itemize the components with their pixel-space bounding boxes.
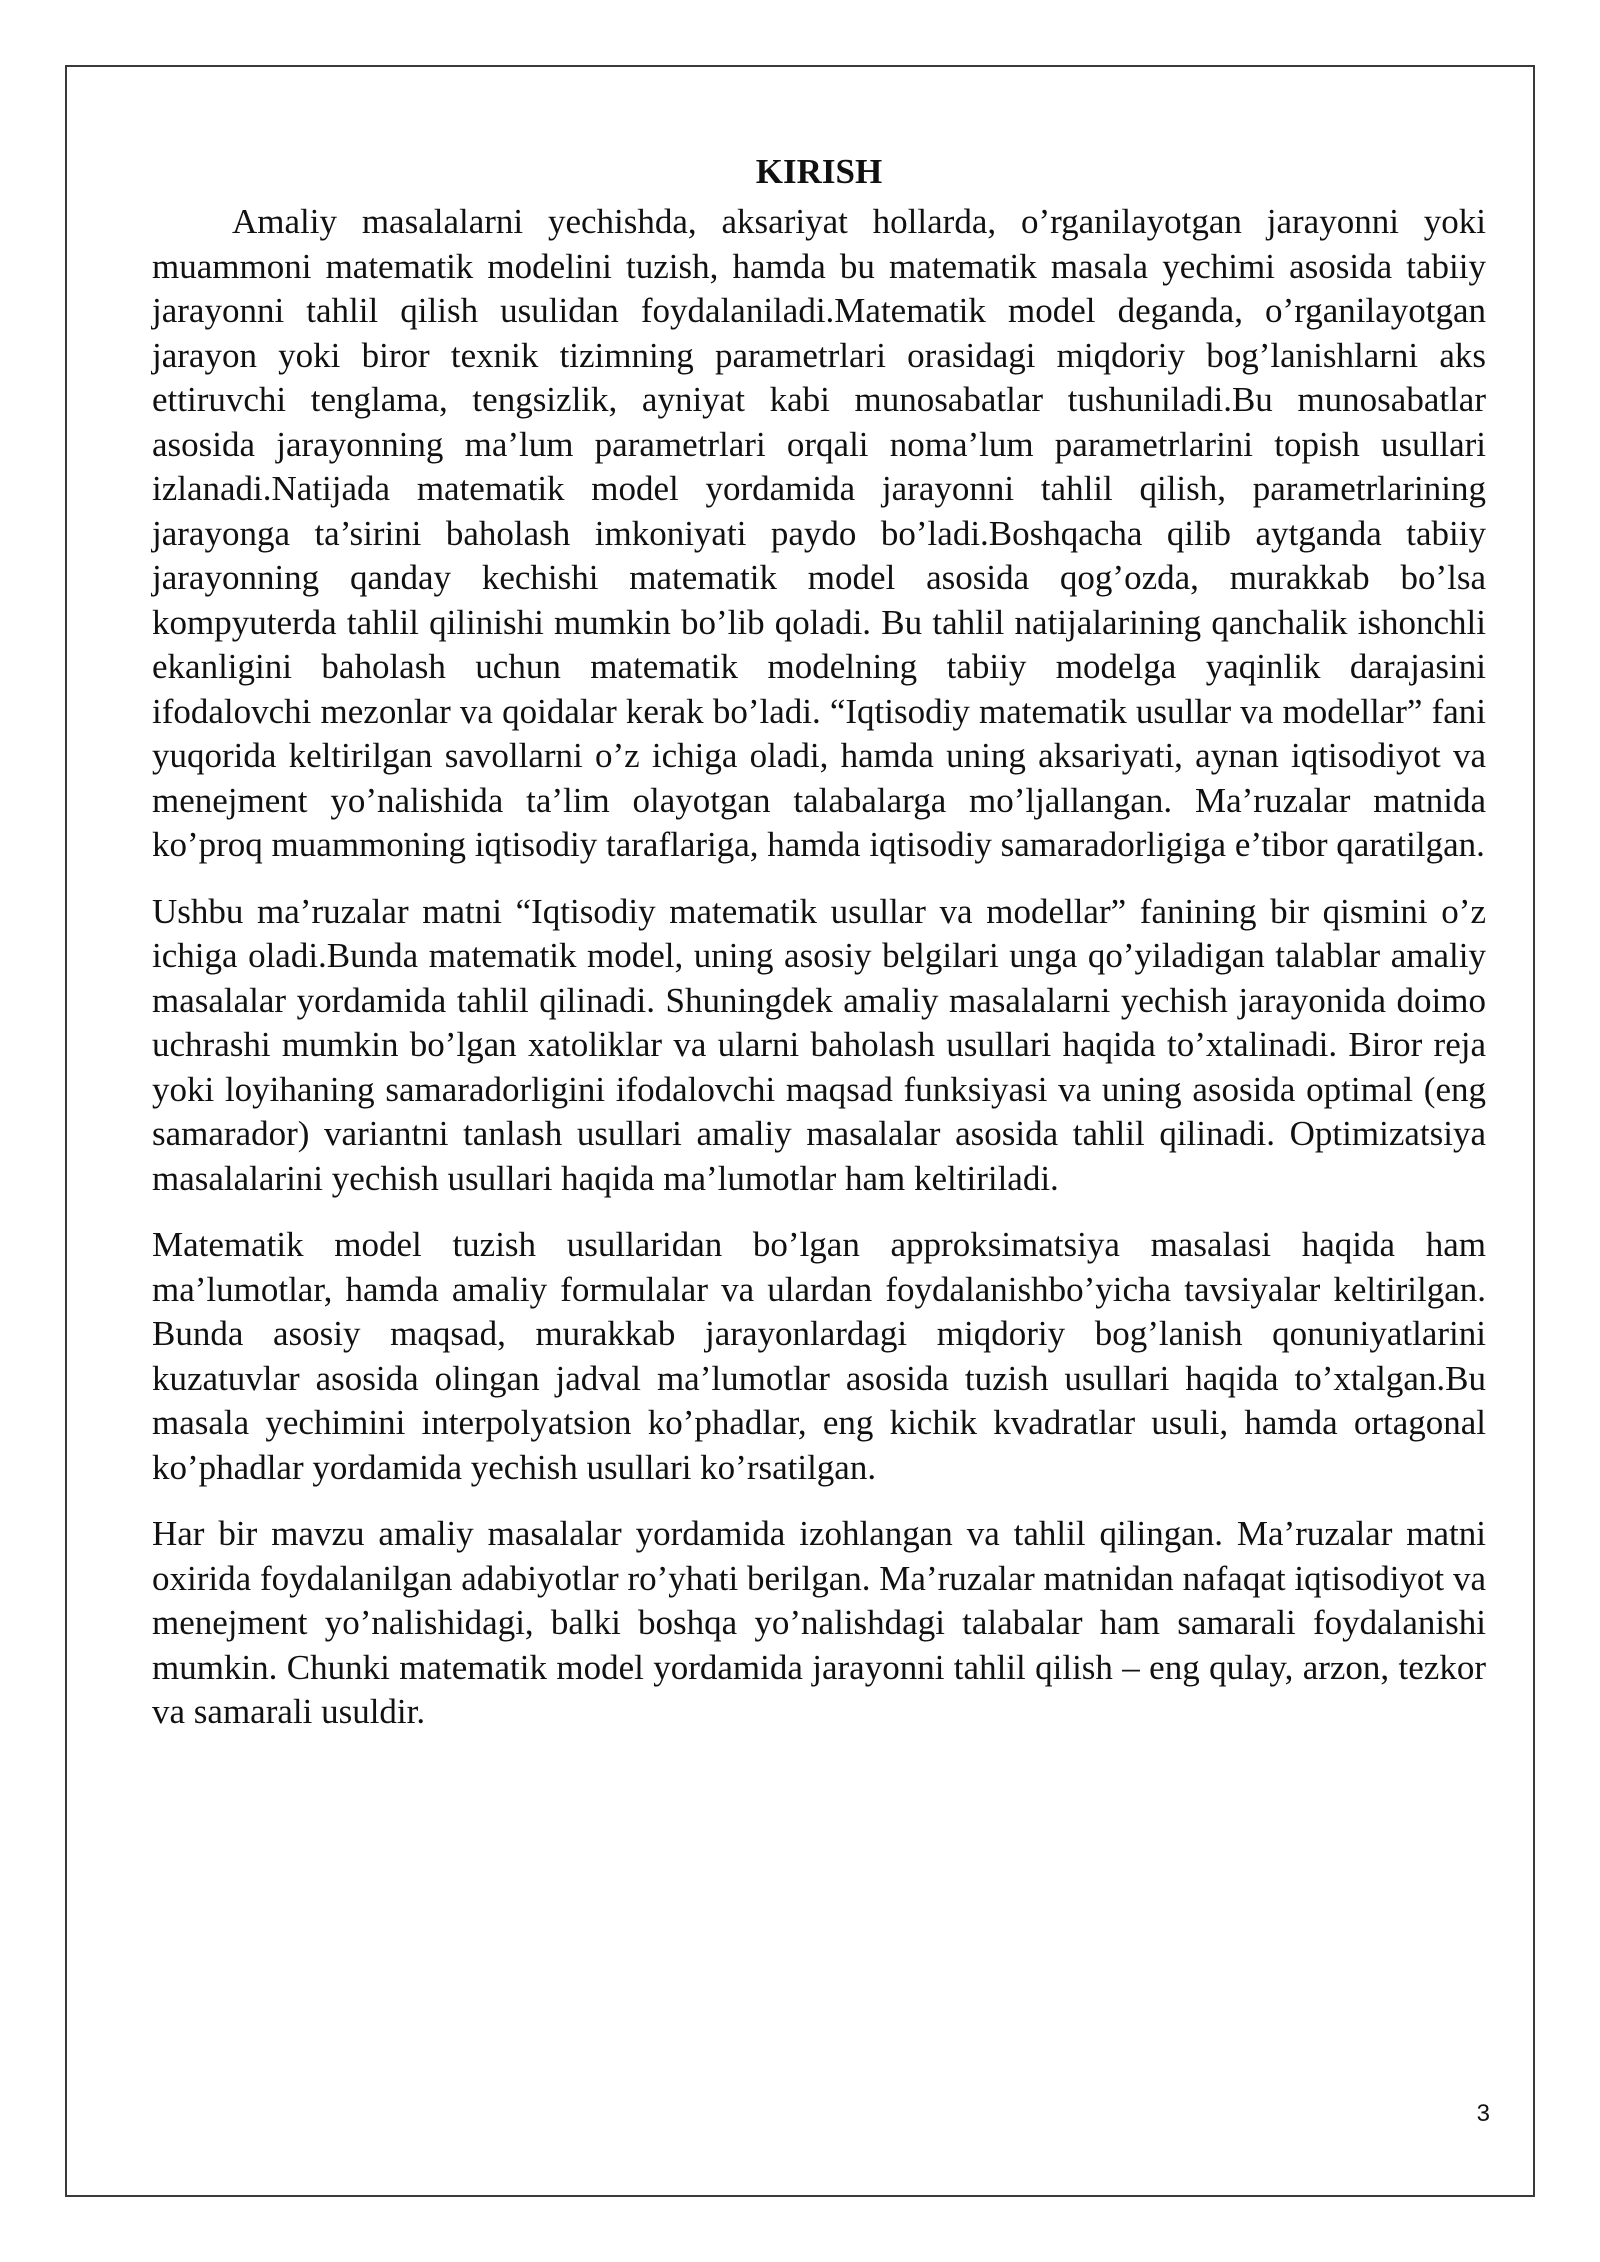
paragraph-3: Matematik model tuzish usullaridan bo’lgan approksimatsiya masalasi haqida ham ma’lumotlar, hamda amaliy formulalar va ulardan foydalanishbo’yicha tavsiyalar keltirilgan. Bunda asosiy maqsad, murakkab jarayonlardagi miqdoriy bog’lanish qonuniyatlarini kuzatuvlar asosida olingan jadval ma’lumotlar asosida tuzish usullari haqida to’xtalgan.Bu masala yechimini interpolyatsion ko’phadlar, eng kichik kvadratlar usuli, hamda ortagonal ko’phadlar yordamida yechish usullari ko’rsatilgan. xyxy=(152,1225,1486,1487)
page-number: 3 xyxy=(1476,2100,1490,2127)
paragraph-2: Ushbu ma’ruzalar matni “Iqtisodiy matematik usullar va modellar” fanining bir qismini o’z ichiga oladi.Bunda matematik model, uning asosiy belgilari unga qo’yiladigan talablar amaliy masalalar yordamida tahlil qilinadi. Shuningdek amaliy masalalarni yechish jarayonida doimo uchrashi mumkin bo’lgan xatoliklar va ularni baholash usullari haqida to’xtalinadi. Biror reja yoki loyihaning samaradorligini ifodalovchi maqsad funksiyasi va uning asosida optimal (eng samarador) variantni tanlash usullari amaliy masalalar asosida tahlil qilinadi. Optimizatsiya masalalarini yechish usullari haqida ma’lumotlar ham keltiriladi. xyxy=(152,891,1486,1198)
document-body xyxy=(152,150,1486,1757)
paragraph-1: Amaliy masalalarni yechishda, aksariyat hollarda, o’rganilayotgan jarayonni yoki muammoni matematik modelini tuzish, hamda bu matematik masala yechimi asosida tabiiy jarayonni tahlil qilish usulidan foydalaniladi.Matematik model deganda, o’rganilayotgan jarayon yoki biror texnik tizimning parametrlari orasidagi miqdoriy bog’lanishlarni aks ettiruvchi tenglama, tengsizlik, ayniyat kabi munosabatlar tushuniladi.Bu munosabatlar asosida jarayonning ma’lum parametrlari orqali noma’lum parametrlarini topish usullari izlanadi.Natijada matematik model yordamida jarayonni tahlil qilish, parametrlarining jarayonga ta’sirini baholash imkoniyati paydo bo’ladi.Boshqacha qilib aytganda tabiiy jarayonning qanday kechishi matematik model asosida qog’ozda, murakkab bo’lsa kompyuterda tahlil qilinishi mumkin bo’lib qoladi. Bu tahlil natijalarining qanchalik ishonchli ekanligini baholash uchun matematik modelning tabiiy modelga yaqinlik darajasini ifodalovchi mezonlar va qoidalar kerak bo’ladi. “Iqtisodiy matematik usullar va modellar” fani yuqorida keltirilgan savollarni o’z ichiga oladi, hamda uning aksariyati, aynan iqtisodiyot va menejment yo’nalishida ta’lim olayotgan talabalarga mo’ljallangan. Ma’ruzalar matnida ko’proq muammoning iqtisodiy taraflariga, hamda iqtisodiy samaradorligiga e’tibor qaratilgan. xyxy=(152,202,1486,864)
page-title: KIRISH xyxy=(755,152,883,191)
paragraph-4: Har bir mavzu amaliy masalalar yordamida izohlangan va tahlil qilingan. Ma’ruzalar matni oxirida foydalanilgan adabiyotlar ro’yhati berilgan. Ma’ruzalar matnidan nafaqat iqtisodiyot va menejment yo’nalishidagi, balki boshqa yo’nalishdagi talabalar ham samarali foydalanishi mumkin. Chunki matematik model yordamida jarayonni tahlil qilish – eng qulay, arzon, tezkor va samarali usuldir. xyxy=(152,1514,1486,1731)
